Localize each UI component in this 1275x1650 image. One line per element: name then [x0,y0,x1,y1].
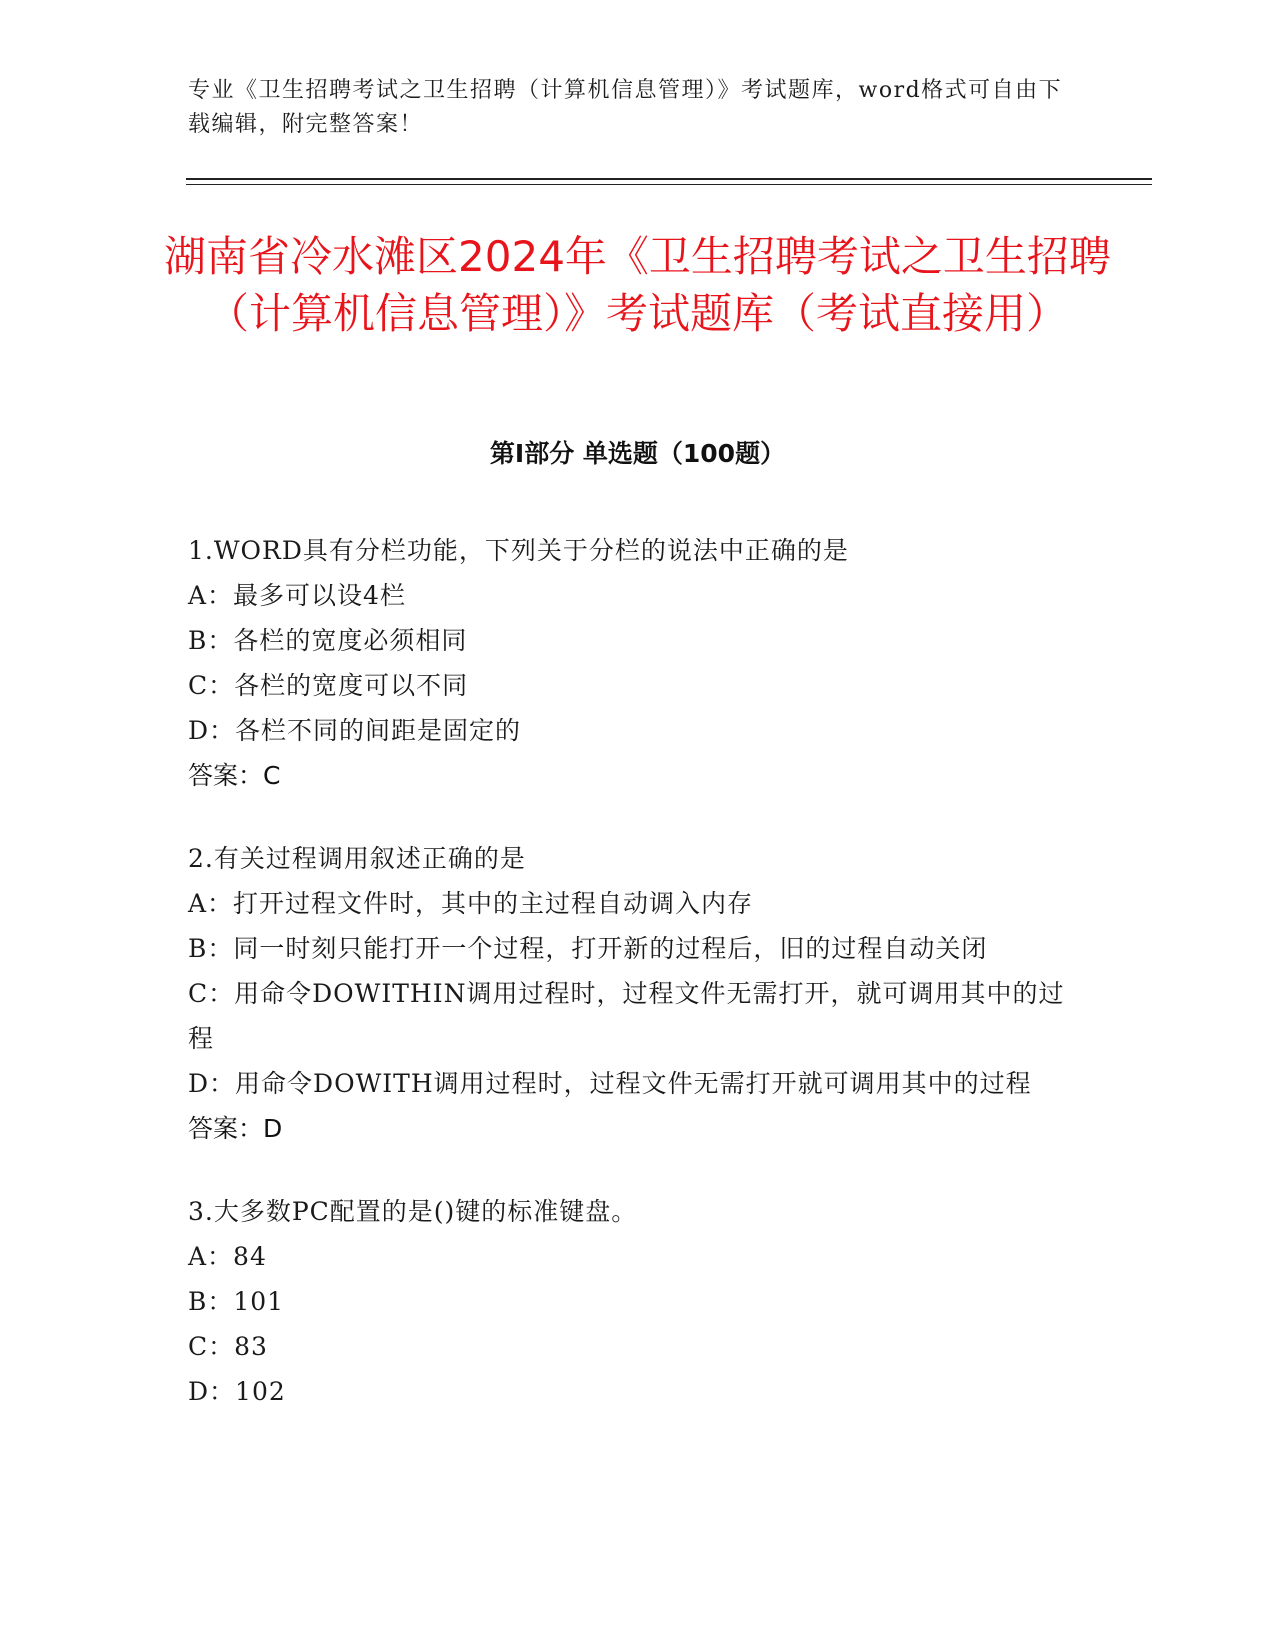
section-heading: 第Ⅰ部分 单选题（100题） [489,439,786,468]
question-stem: 3.大多数PC配置的是()键的标准键盘。 [188,1197,638,1226]
option-d: D：102 [188,1377,286,1406]
answer: 答案：C [188,761,281,790]
header-note: 专业《卫生招聘考试之卫生招聘（计算机信息管理）》考试题库，word格式可自由下载编辑，附完整答案！ [188,78,1063,137]
question-1 [188,528,1078,798]
option-a: A：打开过程文件时，其中的主过程自动调入内存 [188,889,754,918]
option-a: A：84 [188,1242,267,1271]
question-2 [188,836,1078,1151]
question-stem: 2.有关过程调用叙述正确的是 [188,844,526,873]
option-c: C：用命令DOWITHIN调用过程时，过程文件无需打开，就可调用其中的过程 [188,979,1065,1053]
option-b: B：101 [188,1287,285,1316]
option-d: D：各栏不同的间距是固定的 [188,716,522,745]
question-list [188,528,1078,1452]
header-rule-thin [186,184,1152,185]
option-c: C：83 [188,1332,268,1361]
question-stem: 1.WORD具有分栏功能，下列关于分栏的说法中正确的是 [188,536,849,565]
option-d: D：用命令DOWITH调用过程时，过程文件无需打开就可调用其中的过程 [188,1069,1032,1098]
document-title: 湖南省冷水滩区2024年《卫生招聘考试之卫生招聘（计算机信息管理）》考试题库（考试直接用） [164,232,1111,338]
header-rule-thick [186,178,1152,180]
option-b: B：同一时刻只能打开一个过程，打开新的过程后，旧的过程自动关闭 [188,934,988,963]
option-c: C：各栏的宽度可以不同 [188,671,469,700]
answer: 答案：D [188,1114,283,1143]
option-a: A：最多可以设4栏 [188,581,406,610]
question-3 [188,1189,1078,1414]
option-b: B：各栏的宽度必须相同 [188,626,468,655]
